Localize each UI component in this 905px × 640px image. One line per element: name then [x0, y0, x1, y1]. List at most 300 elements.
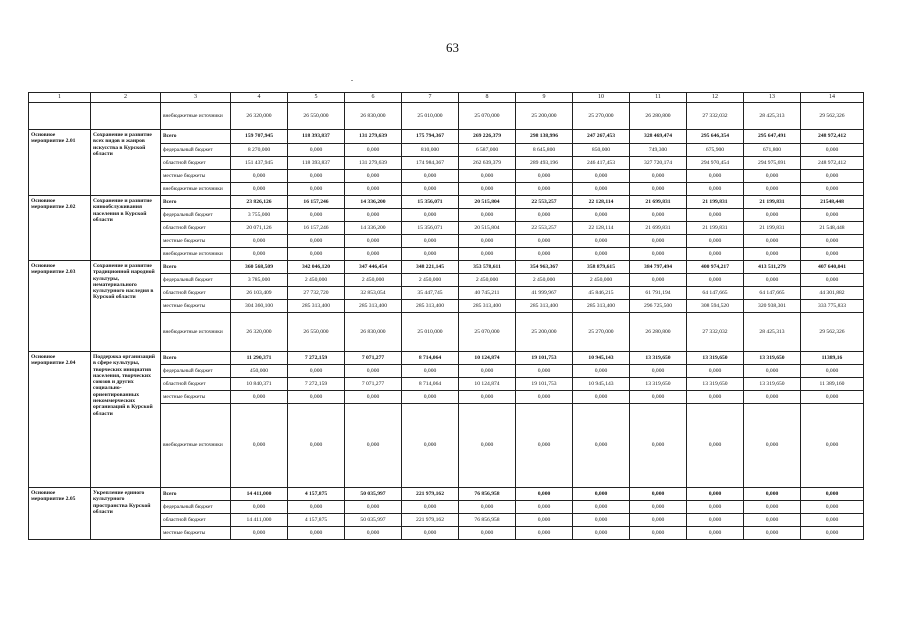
value-cell: 0,000 — [630, 170, 687, 183]
column-number: 5 — [288, 93, 345, 103]
value-cell: 10 124,874 — [459, 378, 516, 391]
value-cell: 295 646,354 — [687, 130, 744, 144]
value-cell: 21 699,831 — [630, 196, 687, 209]
value-cell: 10 840,371 — [231, 378, 288, 391]
value-cell: 21 199,831 — [744, 196, 801, 209]
value-cell: 0,000 — [459, 170, 516, 183]
value-cell: 0,000 — [345, 404, 402, 488]
column-number: 8 — [459, 93, 516, 103]
value-cell: 0,000 — [573, 183, 630, 196]
value-cell: 0,000 — [402, 391, 459, 404]
value-cell: 0,000 — [231, 391, 288, 404]
value-cell: 0,000 — [744, 209, 801, 222]
source-cell: местные бюджеты — [161, 391, 231, 404]
value-cell: 0,000 — [630, 235, 687, 248]
value-cell: 174 984,367 — [402, 157, 459, 170]
value-cell: 0,000 — [402, 365, 459, 378]
value-cell: 3 785,000 — [231, 274, 288, 287]
value-cell: 14 336,200 — [345, 196, 402, 209]
value-cell: 0,000 — [630, 183, 687, 196]
value-cell: 0,000 — [744, 183, 801, 196]
value-cell: 358 879,615 — [573, 261, 630, 274]
value-cell: 0,000 — [630, 209, 687, 222]
value-cell: 0,000 — [801, 248, 864, 261]
value-cell: 0,000 — [744, 514, 801, 527]
value-cell: 0,000 — [687, 488, 744, 501]
source-cell: федеральный бюджет — [161, 209, 231, 222]
value-cell: 26 280,800 — [630, 103, 687, 130]
value-cell: 16 157,246 — [288, 196, 345, 209]
value-cell: 0,000 — [744, 404, 801, 488]
value-cell: 27 332,032 — [687, 103, 744, 130]
value-cell: 25 200,000 — [516, 313, 573, 352]
source-cell: областной бюджет — [161, 222, 231, 235]
value-cell: 0,000 — [345, 209, 402, 222]
value-cell: 50 035,997 — [345, 488, 402, 501]
event-name-cell: Укрепление единого культурного пространства Курской области — [91, 488, 161, 540]
value-cell: 0,000 — [516, 248, 573, 261]
event-code-cell: Основное мероприятие 2.02 — [29, 196, 91, 261]
event-name-cell: Сохранение и развитие кинообслуживания населения в Курской области — [91, 196, 161, 261]
value-cell: 0,000 — [744, 488, 801, 501]
value-cell: 221 979,162 — [402, 488, 459, 501]
value-cell: 0,000 — [687, 514, 744, 527]
value-cell: 8 645,800 — [516, 144, 573, 157]
value-cell: 22 128,114 — [573, 196, 630, 209]
source-cell: внебюджетные источники — [161, 404, 231, 488]
value-cell: 45 846,215 — [573, 287, 630, 300]
value-cell: 0,000 — [402, 248, 459, 261]
value-cell: 16 157,246 — [288, 222, 345, 235]
source-cell: Всего — [161, 352, 231, 365]
value-cell: 131 279,639 — [345, 157, 402, 170]
column-number: 4 — [231, 93, 288, 103]
source-cell: внебюджетные источники — [161, 183, 231, 196]
value-cell: 247 267,453 — [573, 130, 630, 144]
value-cell: 304 360,100 — [231, 300, 288, 313]
value-cell: 0,000 — [630, 274, 687, 287]
value-cell: 21 199,831 — [687, 222, 744, 235]
page-number: 63 — [446, 40, 459, 55]
value-cell: 28 425,313 — [744, 103, 801, 130]
value-cell: 0,000 — [516, 235, 573, 248]
value-cell: 8 714,064 — [402, 378, 459, 391]
value-cell: 8 270,000 — [231, 144, 288, 157]
value-cell: 14 336,200 — [345, 222, 402, 235]
value-cell: 0,000 — [231, 170, 288, 183]
value-cell: 4 157,875 — [288, 488, 345, 501]
value-cell: 0,000 — [801, 274, 864, 287]
value-cell: 328 469,474 — [630, 130, 687, 144]
value-cell: 21548,448 — [801, 196, 864, 209]
source-cell: федеральный бюджет — [161, 501, 231, 514]
source-cell: Всего — [161, 261, 231, 274]
value-cell: 27 732,720 — [288, 287, 345, 300]
value-cell: 0,000 — [573, 501, 630, 514]
value-cell: 2 450,000 — [573, 274, 630, 287]
value-cell: 0,000 — [288, 183, 345, 196]
source-cell: федеральный бюджет — [161, 274, 231, 287]
event-code-cell: Основное мероприятие 2.01 — [29, 130, 91, 196]
value-cell: 29 562,326 — [801, 103, 864, 130]
value-cell: 0,000 — [288, 404, 345, 488]
value-cell: 0,000 — [516, 501, 573, 514]
value-cell: 308 594,520 — [687, 300, 744, 313]
value-cell: 0,000 — [231, 501, 288, 514]
value-cell: 0,000 — [687, 170, 744, 183]
value-cell: 0,000 — [516, 170, 573, 183]
empty-cell — [29, 103, 91, 130]
value-cell: 25 070,000 — [459, 313, 516, 352]
column-number: 11 — [630, 93, 687, 103]
value-cell: 0,000 — [744, 527, 801, 540]
value-cell: 0,000 — [687, 274, 744, 287]
value-cell: 13 319,650 — [744, 378, 801, 391]
value-cell: 25 010,000 — [402, 103, 459, 130]
value-cell: 19 101,753 — [516, 378, 573, 391]
value-cell: 64 147,665 — [744, 287, 801, 300]
value-cell: 285 313,400 — [402, 300, 459, 313]
value-cell: 14 411,000 — [231, 488, 288, 501]
value-cell: 221 979,162 — [402, 514, 459, 527]
value-cell: 11 290,371 — [231, 352, 288, 365]
value-cell: 15 356,071 — [402, 222, 459, 235]
value-cell: 11389,16 — [801, 352, 864, 365]
value-cell: 0,000 — [573, 404, 630, 488]
value-cell: 0,000 — [402, 209, 459, 222]
value-cell: 32 853,054 — [345, 287, 402, 300]
value-cell: 0,000 — [459, 391, 516, 404]
value-cell: 0,000 — [801, 501, 864, 514]
value-cell: 10 124,874 — [459, 352, 516, 365]
value-cell: 0,000 — [573, 527, 630, 540]
value-cell: 0,000 — [630, 501, 687, 514]
value-cell: 0,000 — [687, 391, 744, 404]
source-cell: внебюджетные источники — [161, 248, 231, 261]
value-cell: 21 699,831 — [630, 222, 687, 235]
value-cell: 0,000 — [459, 527, 516, 540]
value-cell: 0,000 — [687, 183, 744, 196]
value-cell: 7 272,159 — [288, 378, 345, 391]
value-cell: 2 450,000 — [345, 274, 402, 287]
value-cell: 285 313,400 — [345, 300, 402, 313]
value-cell: 0,000 — [744, 274, 801, 287]
value-cell: 0,000 — [345, 170, 402, 183]
value-cell: 151 437,945 — [231, 157, 288, 170]
value-cell: 25 200,000 — [516, 103, 573, 130]
value-cell: 850,000 — [573, 144, 630, 157]
value-cell: 0,000 — [459, 365, 516, 378]
value-cell: 0,000 — [459, 404, 516, 488]
value-cell: 0,000 — [801, 514, 864, 527]
value-cell: 50 035,997 — [345, 514, 402, 527]
value-cell: 0,000 — [345, 391, 402, 404]
source-cell: местные бюджеты — [161, 170, 231, 183]
value-cell: 0,000 — [231, 527, 288, 540]
budget-table — [28, 92, 864, 540]
value-cell: 13 319,650 — [630, 352, 687, 365]
event-code-cell: Основное мероприятие 2.05 — [29, 488, 91, 540]
value-cell: 159 707,945 — [231, 130, 288, 144]
value-cell: 2 450,000 — [459, 274, 516, 287]
value-cell: 248 972,412 — [801, 130, 864, 144]
value-cell: 0,000 — [744, 248, 801, 261]
value-cell: 333 775,833 — [801, 300, 864, 313]
source-cell: федеральный бюджет — [161, 365, 231, 378]
value-cell: 298 138,996 — [516, 130, 573, 144]
value-cell: 0,000 — [801, 488, 864, 501]
column-number: 2 — [91, 93, 161, 103]
value-cell: 0,000 — [345, 365, 402, 378]
value-cell: 0,000 — [687, 209, 744, 222]
value-cell: 0,000 — [573, 391, 630, 404]
value-cell: 0,000 — [516, 183, 573, 196]
value-cell: 0,000 — [459, 248, 516, 261]
value-cell: 26 320,000 — [231, 103, 288, 130]
value-cell: 26 830,000 — [345, 313, 402, 352]
event-name-cell: Сохранение и развитие традиционной народной культуры, нематериального культурного наследия в Курской области — [91, 261, 161, 352]
value-cell: 0,000 — [516, 404, 573, 488]
value-cell: 26 103,409 — [231, 287, 288, 300]
column-number: 7 — [402, 93, 459, 103]
source-cell: местные бюджеты — [161, 527, 231, 540]
value-cell: 0,000 — [687, 527, 744, 540]
table-row — [29, 103, 864, 130]
value-cell: 0,000 — [231, 404, 288, 488]
table-row — [29, 196, 864, 209]
value-cell: 0,000 — [231, 248, 288, 261]
value-cell: 810,000 — [402, 144, 459, 157]
value-cell: 26 320,000 — [231, 313, 288, 352]
value-cell: 0,000 — [402, 404, 459, 488]
value-cell: 21 548,448 — [801, 222, 864, 235]
value-cell: 0,000 — [402, 235, 459, 248]
value-cell: 320 938,301 — [744, 300, 801, 313]
value-cell: 2 450,000 — [288, 274, 345, 287]
column-number: 12 — [687, 93, 744, 103]
value-cell: 0,000 — [744, 391, 801, 404]
source-cell: областной бюджет — [161, 157, 231, 170]
value-cell: 0,000 — [288, 501, 345, 514]
value-cell: 285 313,400 — [573, 300, 630, 313]
value-cell: 246 417,453 — [573, 157, 630, 170]
value-cell: 3 755,000 — [231, 209, 288, 222]
column-number: 14 — [801, 93, 864, 103]
value-cell: 26 830,000 — [345, 103, 402, 130]
source-cell: Всего — [161, 196, 231, 209]
value-cell: 0,000 — [402, 527, 459, 540]
value-cell: 0,000 — [573, 248, 630, 261]
value-cell: 20 071,126 — [231, 222, 288, 235]
value-cell: 0,000 — [687, 404, 744, 488]
source-cell: федеральный бюджет — [161, 144, 231, 157]
value-cell: 0,000 — [288, 235, 345, 248]
value-cell: 8 714,064 — [402, 352, 459, 365]
source-cell: Всего — [161, 488, 231, 501]
value-cell: 0,000 — [288, 170, 345, 183]
value-cell: 26 280,800 — [630, 313, 687, 352]
value-cell: 0,000 — [744, 235, 801, 248]
value-cell: 61 791,194 — [630, 287, 687, 300]
value-cell: 0,000 — [687, 248, 744, 261]
value-cell: 450,000 — [231, 365, 288, 378]
value-cell: 25 010,000 — [402, 313, 459, 352]
value-cell: 27 332,032 — [687, 313, 744, 352]
value-cell: 0,000 — [345, 248, 402, 261]
value-cell: 413 511,279 — [744, 261, 801, 274]
value-cell: 296 725,500 — [630, 300, 687, 313]
value-cell: 0,000 — [459, 235, 516, 248]
value-cell: 0,000 — [516, 365, 573, 378]
value-cell: 353 578,611 — [459, 261, 516, 274]
value-cell: 0,000 — [516, 391, 573, 404]
value-cell: 360 568,509 — [231, 261, 288, 274]
value-cell: 671,800 — [744, 144, 801, 157]
value-cell: 0,000 — [516, 488, 573, 501]
column-number: 13 — [744, 93, 801, 103]
value-cell: 0,000 — [630, 488, 687, 501]
value-cell: 76 856,958 — [459, 514, 516, 527]
column-number: 10 — [573, 93, 630, 103]
event-name-cell: Сохранение и развитие всех видов и жанров искусства в Курской области — [91, 130, 161, 196]
source-cell: местные бюджеты — [161, 300, 231, 313]
value-cell: 0,000 — [801, 144, 864, 157]
value-cell: 347 446,454 — [345, 261, 402, 274]
value-cell: 131 279,639 — [345, 130, 402, 144]
value-cell: 285 313,400 — [459, 300, 516, 313]
value-cell: 10 945,143 — [573, 352, 630, 365]
value-cell: 0,000 — [687, 365, 744, 378]
value-cell: 285 313,400 — [288, 300, 345, 313]
value-cell: 28 425,313 — [744, 313, 801, 352]
value-cell: 400 974,217 — [687, 261, 744, 274]
value-cell: 0,000 — [288, 209, 345, 222]
value-cell: 289 493,196 — [516, 157, 573, 170]
value-cell: 2 450,000 — [402, 274, 459, 287]
value-cell: 44 301,882 — [801, 287, 864, 300]
value-cell: 11 389,160 — [801, 378, 864, 391]
source-cell: областной бюджет — [161, 378, 231, 391]
value-cell: 0,000 — [459, 209, 516, 222]
value-cell: 285 313,400 — [516, 300, 573, 313]
value-cell: 0,000 — [402, 183, 459, 196]
value-cell: 15 356,071 — [402, 196, 459, 209]
value-cell: 25 070,000 — [459, 103, 516, 130]
value-cell: 0,000 — [345, 235, 402, 248]
value-cell: 7 071,277 — [345, 378, 402, 391]
value-cell: 0,000 — [288, 527, 345, 540]
value-cell: 0,000 — [801, 527, 864, 540]
scan-speck — [351, 80, 353, 81]
value-cell: 0,000 — [402, 170, 459, 183]
value-cell: 14 411,000 — [231, 514, 288, 527]
source-cell: внебюджетные источники — [161, 313, 231, 352]
value-cell: 0,000 — [801, 365, 864, 378]
value-cell: 0,000 — [573, 488, 630, 501]
value-cell: 0,000 — [801, 235, 864, 248]
value-cell: 0,000 — [801, 404, 864, 488]
value-cell: 25 270,000 — [573, 313, 630, 352]
value-cell: 0,000 — [630, 391, 687, 404]
value-cell: 35 447,745 — [402, 287, 459, 300]
value-cell: 20 515,804 — [459, 222, 516, 235]
value-cell: 0,000 — [516, 527, 573, 540]
value-cell: 354 963,367 — [516, 261, 573, 274]
value-cell: 0,000 — [801, 391, 864, 404]
value-cell: 4 157,875 — [288, 514, 345, 527]
source-cell: областной бюджет — [161, 514, 231, 527]
empty-cell — [91, 103, 161, 130]
value-cell: 0,000 — [288, 144, 345, 157]
value-cell: 118 393,837 — [288, 130, 345, 144]
value-cell: 749,300 — [630, 144, 687, 157]
value-cell: 76 856,958 — [459, 488, 516, 501]
source-cell: местные бюджеты — [161, 235, 231, 248]
value-cell: 21 199,831 — [744, 222, 801, 235]
value-cell: 0,000 — [630, 365, 687, 378]
value-cell: 7 272,159 — [288, 352, 345, 365]
source-cell: внебюджетные источники — [161, 103, 231, 130]
value-cell: 13 319,650 — [687, 352, 744, 365]
source-cell: областной бюджет — [161, 287, 231, 300]
value-cell: 26 550,000 — [288, 103, 345, 130]
value-cell: 248 972,412 — [801, 157, 864, 170]
value-cell: 0,000 — [402, 501, 459, 514]
value-cell: 295 647,491 — [744, 130, 801, 144]
value-cell: 26 550,000 — [288, 313, 345, 352]
header-row — [29, 93, 864, 103]
event-code-cell: Основное мероприятие 2.04 — [29, 352, 91, 488]
value-cell: 41 999,967 — [516, 287, 573, 300]
value-cell: 29 562,326 — [801, 313, 864, 352]
value-cell: 0,000 — [801, 183, 864, 196]
value-cell: 64 147,665 — [687, 287, 744, 300]
value-cell: 0,000 — [573, 209, 630, 222]
value-cell: 0,000 — [744, 365, 801, 378]
column-number: 3 — [161, 93, 231, 103]
value-cell: 22 128,114 — [573, 222, 630, 235]
value-cell: 0,000 — [231, 235, 288, 248]
event-name-cell: Поддержка организаций в сфере культуры, творческих инициатив населения, творческих союзов и других социально-ориентированных некоммерческих организаций в Курской области — [91, 352, 161, 488]
value-cell: 0,000 — [630, 527, 687, 540]
value-cell: 22 553,257 — [516, 222, 573, 235]
value-cell: 675,900 — [687, 144, 744, 157]
value-cell: 13 319,650 — [630, 378, 687, 391]
table-row — [29, 130, 864, 144]
value-cell: 0,000 — [573, 514, 630, 527]
value-cell: 7 071,277 — [345, 352, 402, 365]
table-row — [29, 488, 864, 501]
value-cell: 13 319,650 — [744, 352, 801, 365]
value-cell: 0,000 — [744, 501, 801, 514]
value-cell: 0,000 — [630, 248, 687, 261]
value-cell: 19 101,753 — [516, 352, 573, 365]
value-cell: 0,000 — [345, 144, 402, 157]
value-cell: 0,000 — [687, 235, 744, 248]
value-cell: 342 046,120 — [288, 261, 345, 274]
value-cell: 294 975,691 — [744, 157, 801, 170]
value-cell: 10 945,143 — [573, 378, 630, 391]
value-cell: 0,000 — [288, 365, 345, 378]
value-cell: 262 639,379 — [459, 157, 516, 170]
value-cell: 0,000 — [459, 501, 516, 514]
value-cell: 0,000 — [516, 514, 573, 527]
value-cell: 25 270,000 — [573, 103, 630, 130]
value-cell: 40 745,211 — [459, 287, 516, 300]
value-cell: 23 826,126 — [231, 196, 288, 209]
value-cell: 20 515,804 — [459, 196, 516, 209]
value-cell: 0,000 — [345, 501, 402, 514]
